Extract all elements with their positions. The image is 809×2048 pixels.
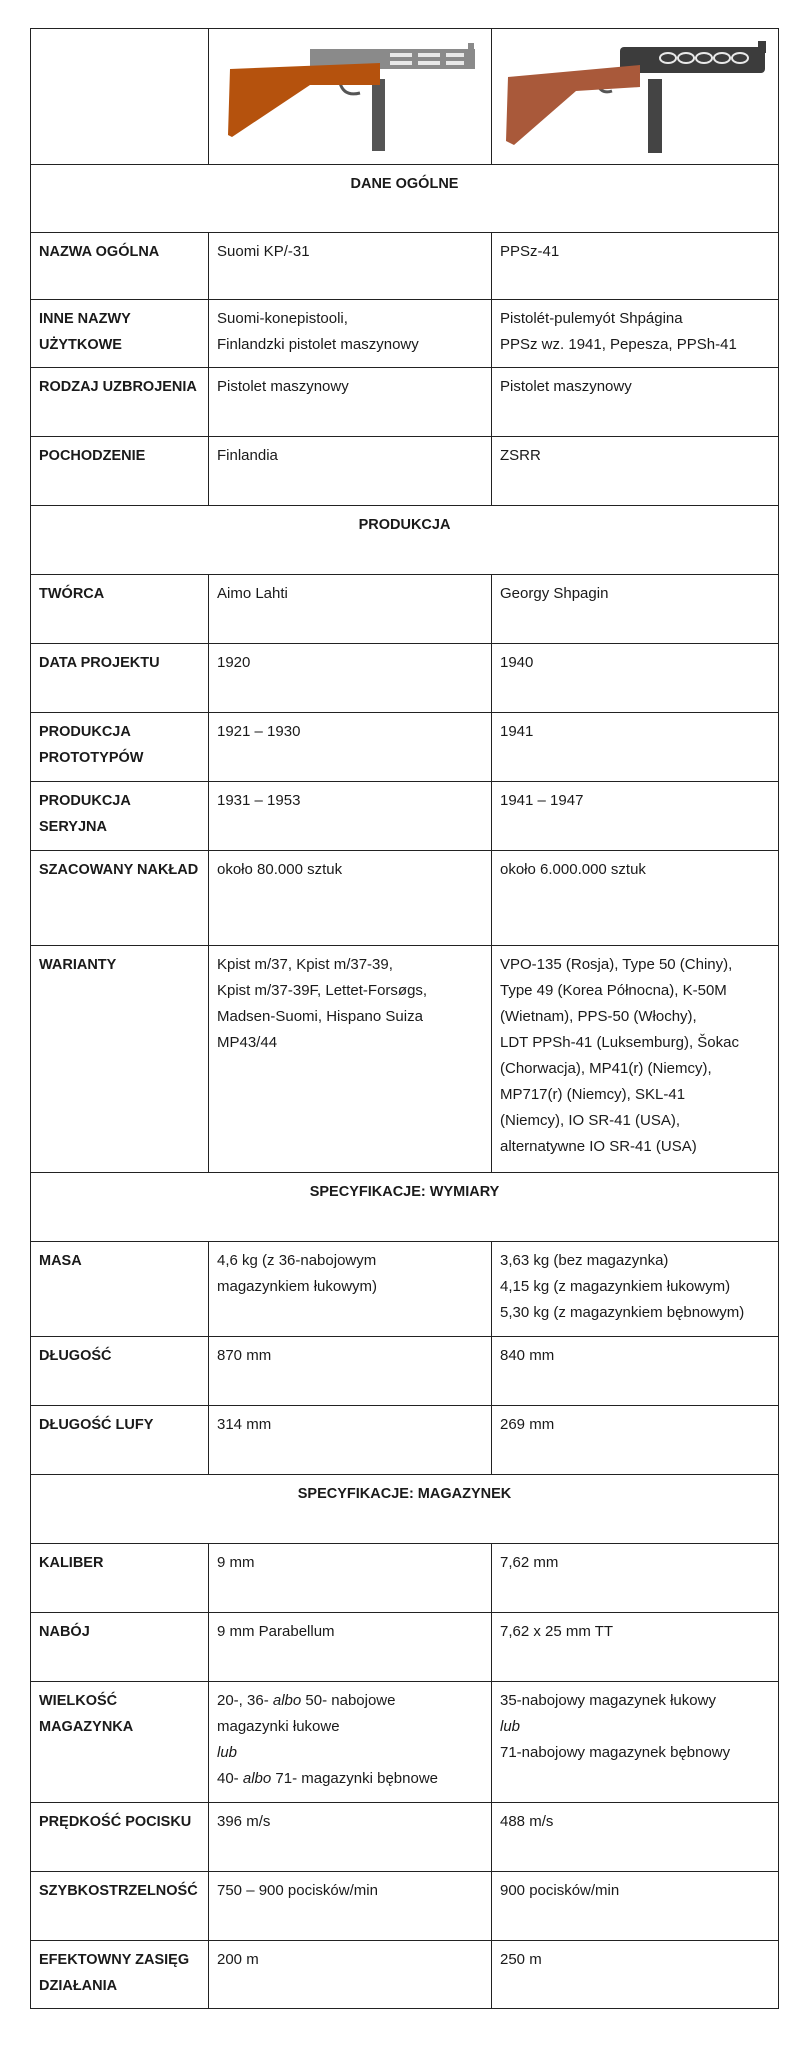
table-row bbox=[31, 1682, 779, 1803]
table-row bbox=[31, 368, 779, 437]
suomi-value: 1920 bbox=[209, 644, 492, 713]
value-line: (Niemcy), IO SR-41 (USA), bbox=[500, 1112, 681, 1129]
section-production: PRODUKCJA bbox=[31, 506, 779, 575]
value-line: Finlandzki pistolet maszynowy bbox=[217, 336, 419, 353]
value-line: (Chorwacja), MP41(r) (Niemcy), bbox=[500, 1060, 712, 1077]
ppsh-value: 1941 bbox=[492, 713, 779, 782]
row-label: KALIBER bbox=[31, 1544, 209, 1613]
row-label: INNE NAZWY UŻYTKOWE bbox=[31, 300, 209, 368]
value-fragment: 40- bbox=[217, 1770, 239, 1787]
row-label: PRODUKCJA PROTOTYPÓW bbox=[31, 713, 209, 782]
value-fragment: 50- nabojowe bbox=[305, 1692, 396, 1709]
table-row bbox=[31, 1941, 779, 2009]
row-label: DŁUGOŚĆ LUFY bbox=[31, 1406, 209, 1475]
ppsh-value: około 6.000.000 sztuk bbox=[492, 851, 779, 946]
value-line bbox=[217, 1766, 483, 1792]
ppsh-value: 7,62 x 25 mm TT bbox=[492, 1613, 779, 1682]
suomi-value: Aimo Lahti bbox=[209, 575, 492, 644]
ppsh-value: 1941 – 1947 bbox=[492, 782, 779, 851]
row-label: MASA bbox=[31, 1242, 209, 1337]
suomi-value: 9 mm bbox=[209, 1544, 492, 1613]
table-row bbox=[31, 1544, 779, 1613]
ppsh-value: 900 pocisków/min bbox=[492, 1872, 779, 1941]
table-row bbox=[31, 851, 779, 946]
row-label: NAZWA OGÓLNA bbox=[31, 233, 209, 300]
suomi-value: 1931 – 1953 bbox=[209, 782, 492, 851]
ppsh-value: 840 mm bbox=[492, 1337, 779, 1406]
value-line: (Wietnam), PPS-50 (Włochy), bbox=[500, 1008, 697, 1025]
value-line: Pistolét-pulemyót Shpágina bbox=[500, 310, 683, 327]
row-label: DŁUGOŚĆ bbox=[31, 1337, 209, 1406]
suomi-kp31-image bbox=[220, 35, 480, 155]
value-line: Suomi-konepistooli, bbox=[217, 310, 348, 327]
value-emphasis: albo bbox=[272, 1692, 302, 1709]
suomi-value: 750 – 900 pocisków/min bbox=[209, 1872, 492, 1941]
value-emphasis: albo bbox=[242, 1770, 272, 1787]
value-line: alternatywne IO SR-41 (USA) bbox=[500, 1138, 697, 1155]
table-row bbox=[31, 1613, 779, 1682]
row-label: PRĘDKOŚĆ POCISKU bbox=[31, 1803, 209, 1872]
ppsh-value: 7,62 mm bbox=[492, 1544, 779, 1613]
row-label: RODZAJ UZBROJENIA bbox=[31, 368, 209, 437]
suomi-value: 9 mm Parabellum bbox=[209, 1613, 492, 1682]
suomi-value bbox=[209, 1682, 492, 1803]
ppsh-value: 269 mm bbox=[492, 1406, 779, 1475]
suomi-value: 1921 – 1930 bbox=[209, 713, 492, 782]
value-line: 71-nabojowy magazynek bębnowy bbox=[500, 1744, 731, 1761]
value-line: LDT PPSh-41 (Luksemburg), Šokac bbox=[500, 1034, 739, 1051]
section-magazine: SPECYFIKACJE: MAGAZYNEK bbox=[31, 1475, 779, 1544]
table-row bbox=[31, 1337, 779, 1406]
ppsh-value bbox=[492, 1682, 779, 1803]
table-row bbox=[31, 437, 779, 506]
value-line: MP717(r) (Niemcy), SKL-41 bbox=[500, 1086, 686, 1103]
suomi-value: 396 m/s bbox=[209, 1803, 492, 1872]
table-row bbox=[31, 946, 779, 1173]
image-row bbox=[31, 29, 779, 165]
suomi-value bbox=[209, 946, 492, 1173]
value-line: Type 49 (Korea Północna), K-50M bbox=[500, 982, 727, 999]
suomi-value: 314 mm bbox=[209, 1406, 492, 1475]
suomi-image-cell bbox=[209, 29, 492, 165]
ppsh-value bbox=[492, 1242, 779, 1337]
ppsh-value: 250 m bbox=[492, 1941, 779, 2009]
ppsh-value: 1940 bbox=[492, 644, 779, 713]
ppsh-value: 488 m/s bbox=[492, 1803, 779, 1872]
empty-corner-cell bbox=[31, 29, 209, 165]
value-line: 5,30 kg (z magazynkiem bębnowym) bbox=[500, 1304, 745, 1321]
value-line: PPSz wz. 1941, Pepesza, PPSh-41 bbox=[500, 336, 737, 353]
value-line: 3,63 kg (bez magazynka) bbox=[500, 1252, 669, 1269]
ppsh41-image bbox=[500, 35, 770, 155]
value-line: Kpist m/37-39F, Lettet-Forsøgs, bbox=[217, 982, 428, 999]
value-line: 35-nabojowy magazynek łukowy bbox=[500, 1692, 716, 1709]
table-row bbox=[31, 782, 779, 851]
ppsh-value: Pistolet maszynowy bbox=[492, 368, 779, 437]
value-line: magazynki łukowe bbox=[217, 1718, 340, 1735]
row-label: SZYBKOSTRZELNOŚĆ bbox=[31, 1872, 209, 1941]
value-emphasis: lub bbox=[217, 1744, 238, 1761]
table-row bbox=[31, 1242, 779, 1337]
ppsh-value bbox=[492, 946, 779, 1173]
table-row bbox=[31, 1406, 779, 1475]
row-label: WARIANTY bbox=[31, 946, 209, 1173]
suomi-value: 200 m bbox=[209, 1941, 492, 2009]
value-fragment: 20-, 36- bbox=[217, 1692, 269, 1709]
suomi-value: Suomi KP/-31 bbox=[209, 233, 492, 300]
ppsh-value: Georgy Shpagin bbox=[492, 575, 779, 644]
value-line: 4,6 kg (z 36-nabojowym bbox=[217, 1252, 377, 1269]
value-line: 4,15 kg (z magazynkiem łukowym) bbox=[500, 1278, 731, 1295]
row-label: TWÓRCA bbox=[31, 575, 209, 644]
row-label: NABÓJ bbox=[31, 1613, 209, 1682]
suomi-value: 870 mm bbox=[209, 1337, 492, 1406]
suomi-value bbox=[209, 300, 492, 368]
value-fragment: 71- magazynki bębnowe bbox=[275, 1770, 438, 1787]
row-label: POCHODZENIE bbox=[31, 437, 209, 506]
row-label: WIELKOŚĆ MAGAZYNKA bbox=[31, 1682, 209, 1803]
value-emphasis: lub bbox=[500, 1718, 521, 1735]
row-label: PRODUKCJA SERYJNA bbox=[31, 782, 209, 851]
ppsh-value: PPSz-41 bbox=[492, 233, 779, 300]
table-row bbox=[31, 575, 779, 644]
value-line: Kpist m/37, Kpist m/37-39, bbox=[217, 956, 393, 973]
section-dimensions: SPECYFIKACJE: WYMIARY bbox=[31, 1173, 779, 1242]
table-row bbox=[31, 1872, 779, 1941]
row-label: DATA PROJEKTU bbox=[31, 644, 209, 713]
value-line: Madsen-Suomi, Hispano Suiza bbox=[217, 1008, 423, 1025]
suomi-value: Finlandia bbox=[209, 437, 492, 506]
value-line bbox=[217, 1688, 483, 1714]
table-row bbox=[31, 1803, 779, 1872]
suomi-value: Pistolet maszynowy bbox=[209, 368, 492, 437]
comparison-table bbox=[30, 28, 779, 2009]
table-row bbox=[31, 233, 779, 300]
table-row bbox=[31, 300, 779, 368]
value-line: MP43/44 bbox=[217, 1034, 278, 1051]
ppsh41-image-cell bbox=[492, 29, 779, 165]
ppsh-value: ZSRR bbox=[492, 437, 779, 506]
suomi-value bbox=[209, 1242, 492, 1337]
section-general: DANE OGÓLNE bbox=[31, 165, 779, 233]
ppsh-value bbox=[492, 300, 779, 368]
suomi-value: około 80.000 sztuk bbox=[209, 851, 492, 946]
table-row bbox=[31, 644, 779, 713]
value-line: VPO-135 (Rosja), Type 50 (Chiny), bbox=[500, 956, 733, 973]
row-label: SZACOWANY NAKŁAD bbox=[31, 851, 209, 946]
row-label: EFEKTOWNY ZASIĘG DZIAŁANIA bbox=[31, 1941, 209, 2009]
table-row bbox=[31, 713, 779, 782]
value-line: magazynkiem łukowym) bbox=[217, 1278, 378, 1295]
